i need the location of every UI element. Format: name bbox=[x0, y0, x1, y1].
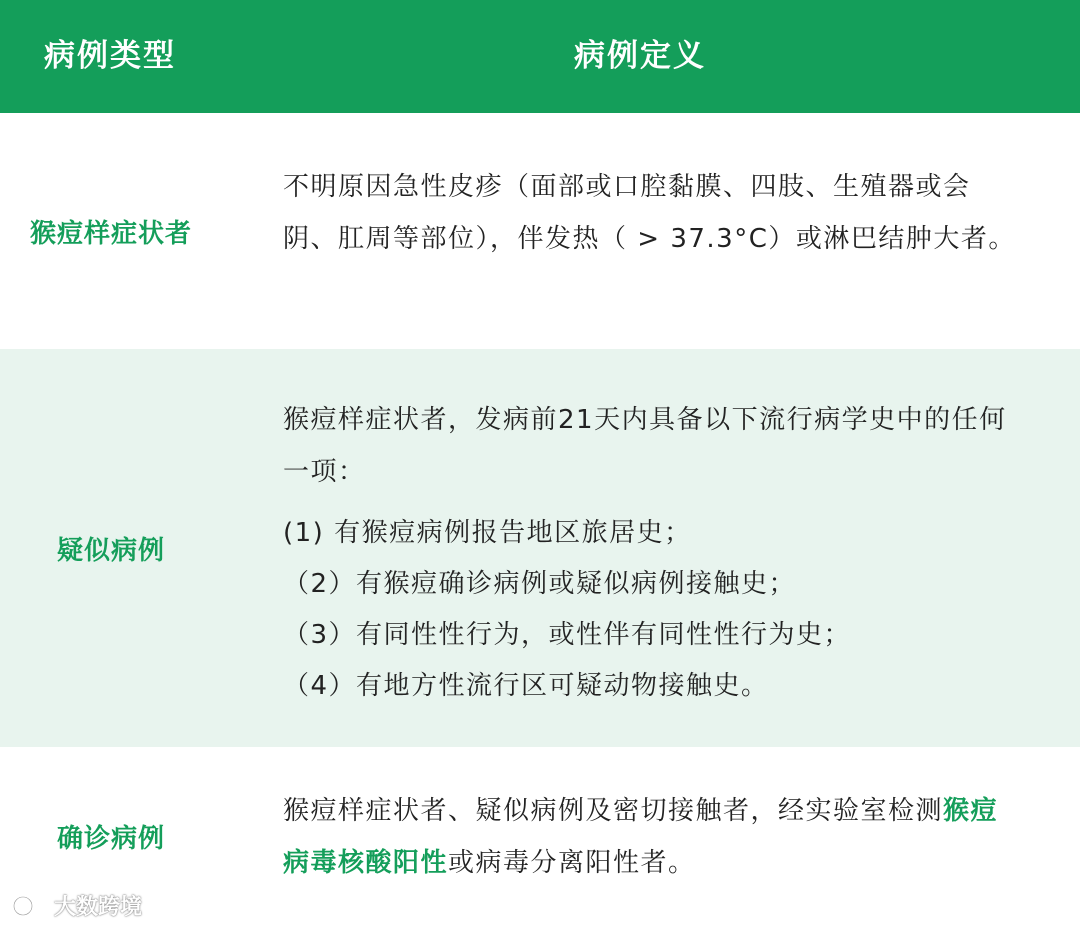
criteria-item: （3）有同性性行为，或性伴有同性性行为史； bbox=[283, 620, 852, 650]
wechat-logo-icon bbox=[12, 893, 50, 919]
table-row bbox=[0, 113, 1080, 349]
definition-highlight: 猴痘病毒核酸阳性 bbox=[283, 796, 999, 878]
header-definition-label: 病例定义 bbox=[574, 38, 706, 74]
case-type-label: 猴痘样症状者 bbox=[29, 218, 192, 249]
case-definition-text: 不明原因急性皮疹（面部或口腔黏膜、四肢、生殖器或会阴、肛周等部位），伴发热（ > 37.3°C）或淋巴结肿大者。 bbox=[283, 172, 1016, 254]
definition-prefix: 猴痘样症状者、疑似病例及密切接触者，经实验室检测 bbox=[283, 796, 944, 826]
table-header bbox=[0, 0, 1080, 113]
criteria-item: （2）有猴痘确诊病例或疑似病例接触史； bbox=[283, 569, 797, 599]
criteria-item: （4）有地方性流行区可疑动物接触史。 bbox=[283, 671, 769, 701]
case-type-label: 疑似病例 bbox=[56, 535, 165, 566]
header-type-label: 病例类型 bbox=[44, 38, 176, 74]
table-row bbox=[0, 747, 1080, 926]
case-definition-block bbox=[283, 394, 1023, 712]
watermark-text: 大数跨境 bbox=[54, 895, 143, 920]
case-definition-intro: 猴痘样症状者，发病前21天内具备以下流行病学史中的任何一项： bbox=[283, 405, 1007, 487]
case-type-label: 确诊病例 bbox=[56, 824, 165, 854]
definition-suffix: 或病毒分离阳性者。 bbox=[448, 848, 696, 878]
criteria-item: (1) 有猴痘病例报告地区旅居史； bbox=[283, 518, 692, 548]
case-definition-text bbox=[283, 785, 1023, 889]
watermark bbox=[12, 890, 142, 921]
table-row bbox=[0, 349, 1080, 747]
